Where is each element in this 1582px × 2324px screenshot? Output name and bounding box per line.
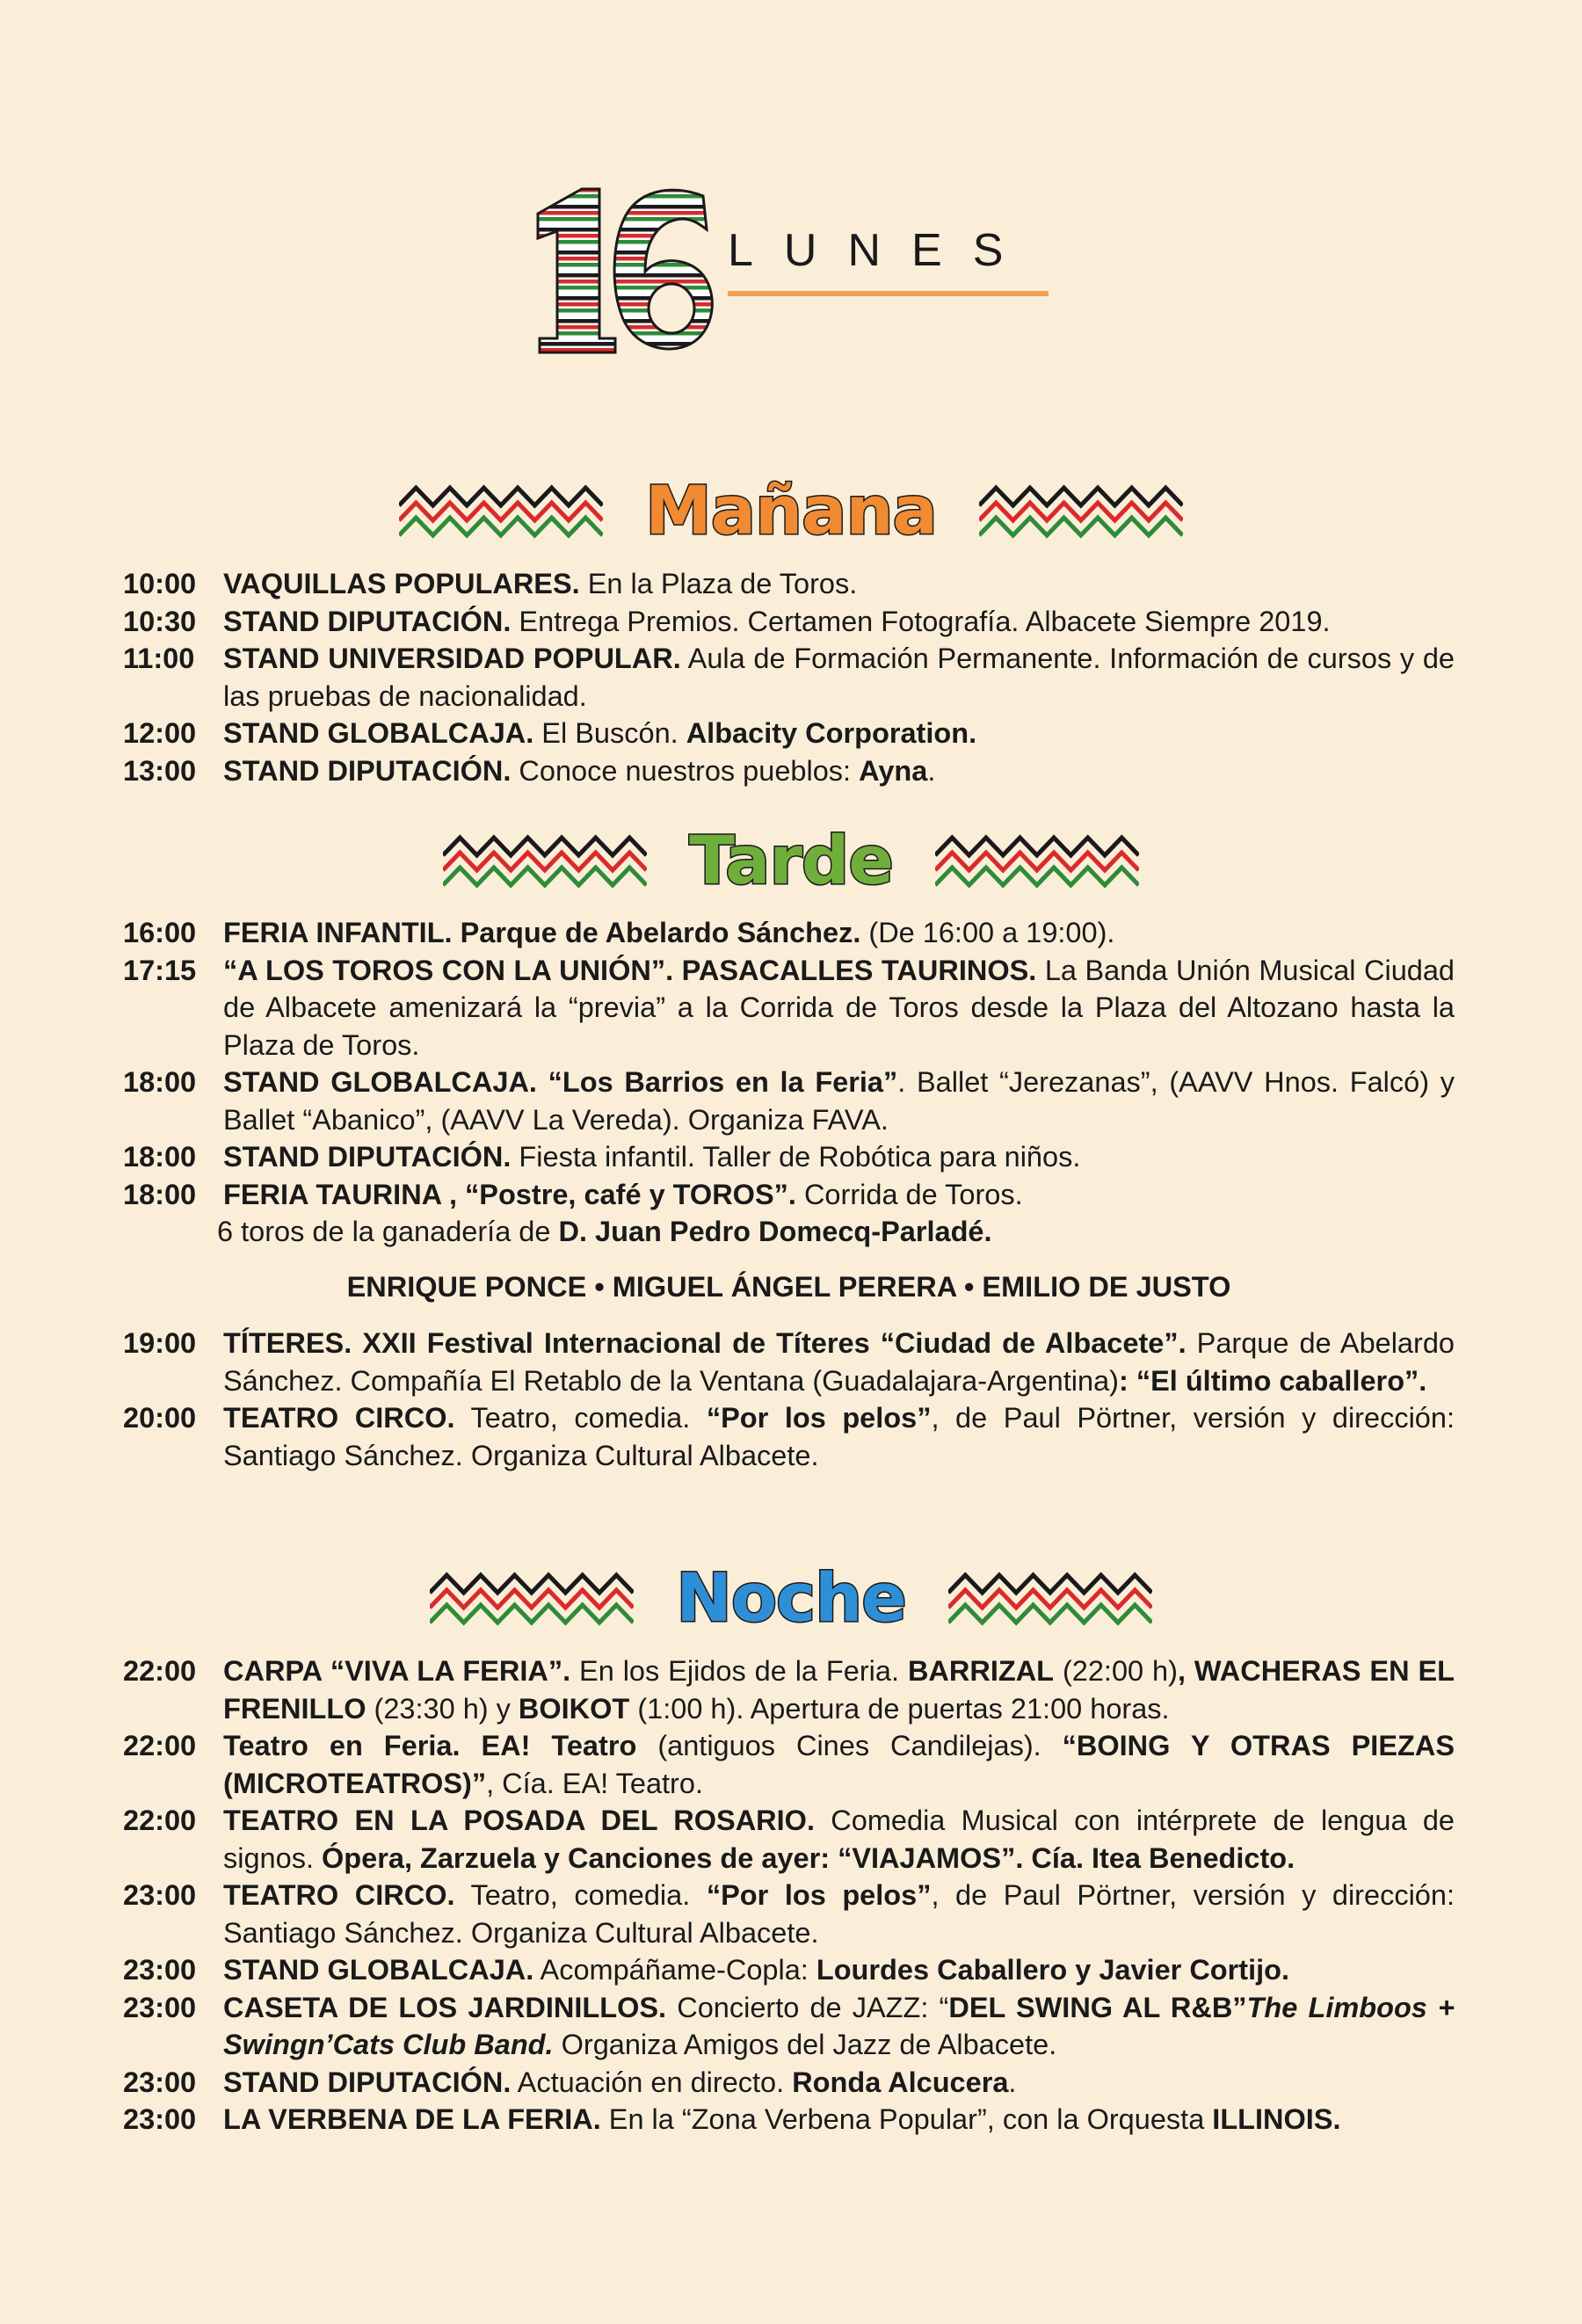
text-run: VAQUILLAS POPULARES. bbox=[223, 568, 580, 599]
text-run: Parque de Abelardo Sánchez. Compañía El Retablo de la Ventana (Guadalajara-Argentina) bbox=[223, 1327, 1455, 1397]
text-run: , de Paul Pörtner, versión y dirección: Santiago Sánchez. Organiza Cultural Albacete. bbox=[223, 1879, 1455, 1949]
event-time: 18:00 bbox=[123, 1178, 197, 1210]
text-run: , de Paul Pörtner, versión y dirección: Santiago Sánchez. Organiza Cultural Albacete. bbox=[223, 1402, 1455, 1471]
event-description bbox=[223, 1652, 1455, 1727]
text-run: , WACHERAS EN EL FRENILLO bbox=[223, 1655, 1455, 1725]
zigzag-ornament-right bbox=[979, 481, 1183, 539]
text-run: FERIA INFANTIL. Parque de Abelardo Sánchez. bbox=[223, 917, 861, 948]
event-item bbox=[123, 1138, 1455, 1176]
event-time: 23:00 bbox=[123, 2066, 197, 2098]
event-item bbox=[123, 1176, 1455, 1214]
text-run: BOIKOT bbox=[518, 1692, 630, 1725]
text-run: Comedia Musical con intérprete de lengua de signos. bbox=[223, 1805, 1455, 1874]
text-run: STAND GLOBALCAJA. bbox=[223, 1954, 534, 1986]
text-run: “Por los pelos” bbox=[706, 1402, 932, 1434]
event-item bbox=[123, 565, 1455, 603]
event-time: 18:00 bbox=[123, 1066, 197, 1098]
event-description bbox=[223, 1325, 1455, 1399]
text-run: STAND DIPUTACIÓN. bbox=[223, 754, 512, 787]
zigzag-ornament-left bbox=[399, 481, 603, 539]
text-run: Acompáñame-Copla: bbox=[533, 1954, 816, 1986]
text-run: TEATRO EN LA POSADA DEL ROSARIO. bbox=[223, 1805, 815, 1836]
event-item bbox=[123, 1877, 1455, 1951]
text-run: Concierto de JAZZ: “ bbox=[666, 1991, 949, 2023]
text-run: (1:00 h). Apertura de puertas 21:00 horas. bbox=[629, 1692, 1170, 1725]
event-description bbox=[223, 2064, 1455, 2102]
event-item bbox=[123, 603, 1455, 641]
text-run: “A LOS TOROS CON LA UNIÓN”. PASACALLES TAURINOS. bbox=[223, 954, 1037, 986]
text-run: Fiesta infantil. Taller de Robótica para niños. bbox=[511, 1141, 1081, 1173]
text-run: El Buscón. bbox=[533, 717, 686, 749]
event-time: 23:00 bbox=[123, 1954, 197, 1986]
text-run: TEATRO CIRCO. bbox=[223, 1879, 455, 1911]
text-run: TEATRO CIRCO. bbox=[223, 1402, 455, 1434]
date-header bbox=[527, 180, 1072, 356]
text-run: . bbox=[927, 754, 936, 787]
event-item bbox=[123, 1951, 1455, 1989]
event-time: 16:00 bbox=[123, 917, 197, 948]
text-run: Conoce nuestros pueblos: bbox=[511, 754, 860, 787]
weekday-label: LUNES bbox=[728, 225, 1034, 276]
event-description bbox=[223, 2101, 1455, 2139]
event-time: 23:00 bbox=[123, 1991, 197, 2023]
event-description bbox=[223, 752, 1455, 790]
text-run: STAND DIPUTACIÓN. bbox=[223, 1141, 512, 1173]
event-description bbox=[223, 952, 1455, 1064]
text-run: Ayna bbox=[859, 754, 928, 787]
event-time: 13:00 bbox=[123, 754, 197, 787]
event-item bbox=[123, 1989, 1455, 2064]
events-tarde bbox=[123, 914, 1455, 1474]
text-run: En la Plaza de Toros. bbox=[579, 568, 858, 599]
text-run: Aula de Formación Permanente. Información de cursos y de las pruebas de nacionalidad. bbox=[223, 643, 1455, 712]
zigzag-ornament-right bbox=[948, 1568, 1152, 1626]
text-run: Organiza Amigos del Jazz de Albacete. bbox=[553, 2029, 1057, 2060]
event-item bbox=[123, 2101, 1455, 2139]
event-description bbox=[223, 1064, 1455, 1138]
section-label-tarde: Tarde bbox=[689, 820, 893, 899]
text-run: En la “Zona Verbena Popular”, con la Orquesta bbox=[600, 2103, 1213, 2135]
zigzag-ornament-left bbox=[430, 1568, 634, 1626]
events-manana bbox=[123, 565, 1455, 789]
section-label-noche: Noche bbox=[676, 1558, 906, 1637]
event-description bbox=[223, 565, 1455, 603]
text-run: (23:30 h) y bbox=[366, 1692, 519, 1725]
event-item bbox=[123, 1802, 1455, 1877]
event-time: 23:00 bbox=[123, 2103, 197, 2135]
text-run: CARPA “VIVA LA FERIA”. bbox=[223, 1655, 571, 1687]
event-description bbox=[223, 1802, 1455, 1877]
text-run: Lourdes Caballero y Javier Cortijo. bbox=[816, 1954, 1290, 1986]
text-run: . bbox=[1008, 2066, 1017, 2098]
text-run: FERIA TAURINA , “Postre, café y TOROS”. bbox=[223, 1178, 796, 1210]
text-run: STAND GLOBALCAJA. “Los Barrios en la Feria” bbox=[223, 1066, 898, 1098]
event-item bbox=[123, 1727, 1455, 1802]
event-time: 23:00 bbox=[123, 1879, 197, 1911]
text-run: Ópera, Zarzuela y Canciones de ayer: “VIAJAMOS”. Cía. Itea Benedicto. bbox=[322, 1841, 1295, 1874]
section-title-manana bbox=[0, 470, 1582, 549]
event-description bbox=[223, 603, 1455, 641]
event-item bbox=[123, 1064, 1455, 1138]
event-item bbox=[123, 1652, 1455, 1727]
event-description bbox=[223, 1989, 1455, 2064]
zigzag-ornament-right bbox=[935, 831, 1139, 889]
text-run: Albacity Corporation. bbox=[686, 717, 977, 749]
section-title-tarde bbox=[0, 820, 1582, 899]
section-title-noche bbox=[0, 1558, 1582, 1637]
text-run: Teatro en Feria. EA! Teatro bbox=[223, 1730, 637, 1761]
weekday-underline bbox=[728, 291, 1049, 296]
zigzag-ornament-left bbox=[443, 831, 647, 889]
event-time: 17:15 bbox=[123, 954, 197, 986]
text-run: LA VERBENA DE LA FERIA. bbox=[223, 2103, 601, 2135]
text-run: La Banda Unión Musical Ciudad de Albacete amenizará la “previa” a la Corrida de Toros desde la Plaza del Altozano hasta la Plaza de Toros. bbox=[223, 954, 1455, 1061]
text-run: “Por los pelos” bbox=[706, 1879, 932, 1911]
text-run: (22:00 h) bbox=[1054, 1655, 1178, 1687]
event-description bbox=[223, 715, 1455, 752]
event-time: 10:00 bbox=[123, 568, 197, 599]
event-item bbox=[123, 2064, 1455, 2102]
event-time: 22:00 bbox=[123, 1730, 197, 1761]
text-run: BARRIZAL bbox=[907, 1655, 1055, 1687]
day-number-striped bbox=[527, 180, 725, 356]
text-run: ILLINOIS. bbox=[1212, 2103, 1341, 2135]
text-run: Actuación en directo. bbox=[511, 2066, 793, 2098]
text-run: (antiguos Cines Candilejas). bbox=[636, 1730, 1063, 1761]
events-noche bbox=[123, 1652, 1455, 2139]
event-item bbox=[123, 952, 1455, 1064]
text-run: STAND DIPUTACIÓN. bbox=[223, 605, 512, 637]
text-run: TÍTERES. XXII Festival Internacional de Títeres “Ciudad de Albacete”. bbox=[223, 1327, 1186, 1359]
event-item bbox=[123, 914, 1455, 952]
text-run: Ronda Alcucera bbox=[792, 2066, 1009, 2098]
section-label-manana: Mañana bbox=[645, 470, 937, 549]
event-time: 11:00 bbox=[123, 643, 195, 674]
text-run: En los Ejidos de la Feria. bbox=[570, 1655, 908, 1687]
text-run: Teatro, comedia. bbox=[454, 1879, 707, 1911]
event-item bbox=[123, 715, 1455, 752]
text-run: “BOING Y OTRAS PIEZAS (MICROTEATROS)” bbox=[223, 1730, 1455, 1799]
event-description bbox=[223, 1399, 1455, 1474]
event-time: 20:00 bbox=[123, 1402, 197, 1434]
text-run: The Limboos + Swingn’Cats Club Band. bbox=[223, 1991, 1455, 2060]
event-description bbox=[223, 1138, 1455, 1176]
event-item bbox=[123, 1325, 1455, 1399]
text-run: . Ballet “Jerezanas”, (AAVV Hnos. Falcó) y Ballet “Abanico”, (AAVV La Vereda). Organiza FAVA. bbox=[223, 1066, 1455, 1136]
bullfighters-line: ENRIQUE PONCE • MIGUEL ÁNGEL PERERA • EMILIO DE JUSTO bbox=[346, 1270, 1231, 1303]
text-run: STAND GLOBALCAJA. bbox=[223, 717, 534, 749]
event-item bbox=[123, 1399, 1455, 1474]
text-run: DEL SWING AL R&B” bbox=[948, 1991, 1247, 2023]
event-time: 18:00 bbox=[123, 1141, 197, 1173]
event-description bbox=[223, 1176, 1455, 1214]
text-run: Corrida de Toros. bbox=[795, 1178, 1023, 1210]
text-run: , Cía. EA! Teatro. bbox=[486, 1767, 703, 1799]
event-time: 22:00 bbox=[123, 1805, 197, 1836]
event-note bbox=[123, 1213, 1455, 1251]
event-description bbox=[223, 1951, 1455, 1989]
event-time: 19:00 bbox=[123, 1327, 197, 1359]
text-run: 6 toros de la ganadería de bbox=[217, 1216, 559, 1247]
text-run: (De 16:00 a 19:00). bbox=[860, 917, 1115, 948]
event-time: 10:30 bbox=[123, 605, 197, 637]
event-description bbox=[223, 640, 1455, 715]
text-run: D. Juan Pedro Domecq-Parladé. bbox=[558, 1216, 992, 1247]
event-item bbox=[123, 640, 1455, 715]
event-description bbox=[223, 914, 1455, 952]
text-run: Teatro, comedia. bbox=[454, 1402, 707, 1434]
text-run: CASETA DE LOS JARDINILLOS. bbox=[223, 1991, 667, 2023]
text-run: STAND UNIVERSIDAD POPULAR. bbox=[223, 643, 681, 674]
text-run: Entrega Premios. Certamen Fotografía. Albacete Siempre 2019. bbox=[511, 605, 1331, 637]
event-time: 12:00 bbox=[123, 717, 197, 749]
event-description bbox=[223, 1877, 1455, 1951]
event-description bbox=[223, 1727, 1455, 1802]
text-run: STAND DIPUTACIÓN. bbox=[223, 2066, 512, 2098]
event-item bbox=[123, 752, 1455, 790]
event-time: 22:00 bbox=[123, 1655, 197, 1687]
text-run: : “El último caballero”. bbox=[1118, 1364, 1427, 1397]
